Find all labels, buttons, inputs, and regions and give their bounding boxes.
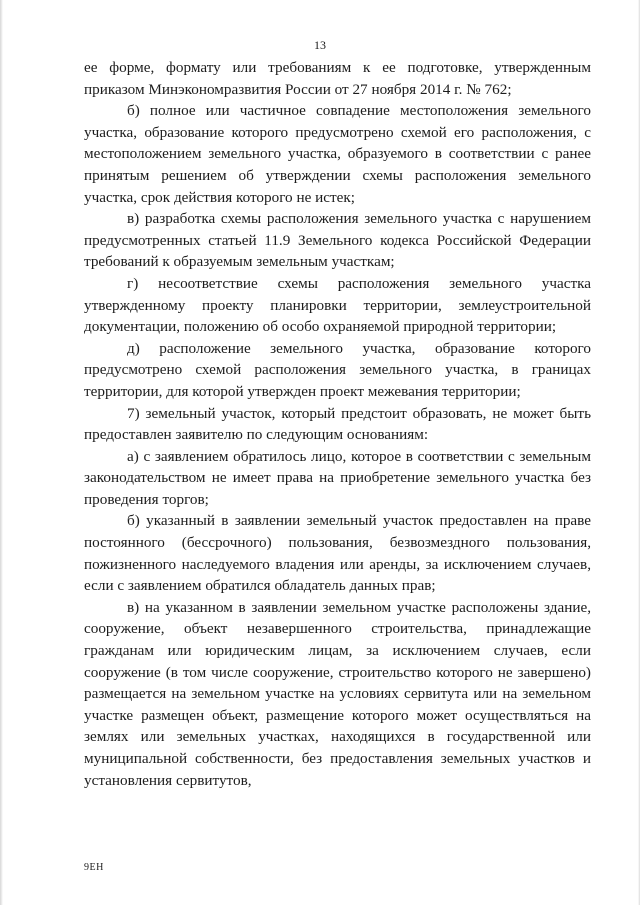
paragraph-item-d: д) расположение земельного участка, образование которого предусмотрено схемой расположения земельного участка, в границах территории, для которой утвержден проект межевания территории;: [84, 339, 591, 400]
paragraph-subitem-a: а) с заявлением обратилось лицо, которое в соответствии с земельным законодательством не имеет права на приобретение земельного участка без проведения торгов;: [84, 447, 591, 508]
footer-code: 9ЕН: [84, 862, 104, 873]
page-number: 13: [314, 38, 326, 52]
paragraph-subitem-v: в) на указанном в заявлении земельном участке расположены здание, сооружение, объект незавершенного строительства, принадлежащие гражданам или юридическим лицам, за исключением случаев, если сооружение (в том числе сооружение, строительство которого не завершено) размещается на земельном участке на условиях сервитута или на земельном участке размещен объект, размещение которого может осуществляться на землях или земельных участках, находящихся в государственной или муниципальной собственности, без предоставления земельных участков и установления сервитутов,: [84, 598, 591, 789]
paragraph-section-7: 7) земельный участок, который предстоит образовать, не может быть предоставлен заявителю по следующим основаниям:: [84, 404, 591, 444]
document-body: [84, 57, 591, 791]
paragraph-item-v: в) разработка схемы расположения земельного участка с нарушением предусмотренных статьей 11.9 Земельного кодекса Российской Федерации требований к образуемым земельным участкам;: [84, 210, 591, 271]
scan-edge-left: [0, 0, 3, 905]
paragraph-continuation: ее форме, формату или требованиям к ее подготовке, утвержденным приказом Минэкономразвития России от 27 ноября 2014 г. № 762;: [84, 59, 591, 98]
paragraph-item-b: б) полное или частичное совпадение местоположения земельного участка, образование которого предусмотрено схемой его расположения, с местоположением земельного участка, образуемого в соответствии с ранее принятым решением об утверждении схемы расположения земельного участка, срок действия которого не истек;: [84, 102, 591, 206]
paragraph-item-g: г) несоответствие схемы расположения земельного участка утвержденному проекту планировки территории, землеустроительной документации, положению об особо охраняемой природной территории;: [84, 274, 591, 336]
paragraph-subitem-b: б) указанный в заявлении земельный участок предоставлен на праве постоянного (бессрочного) пользования, безвозмездного пользования, пожизненного наследуемого владения или аренды, за исключением случаев, если с заявлением обратился обладатель данных прав;: [84, 512, 591, 595]
